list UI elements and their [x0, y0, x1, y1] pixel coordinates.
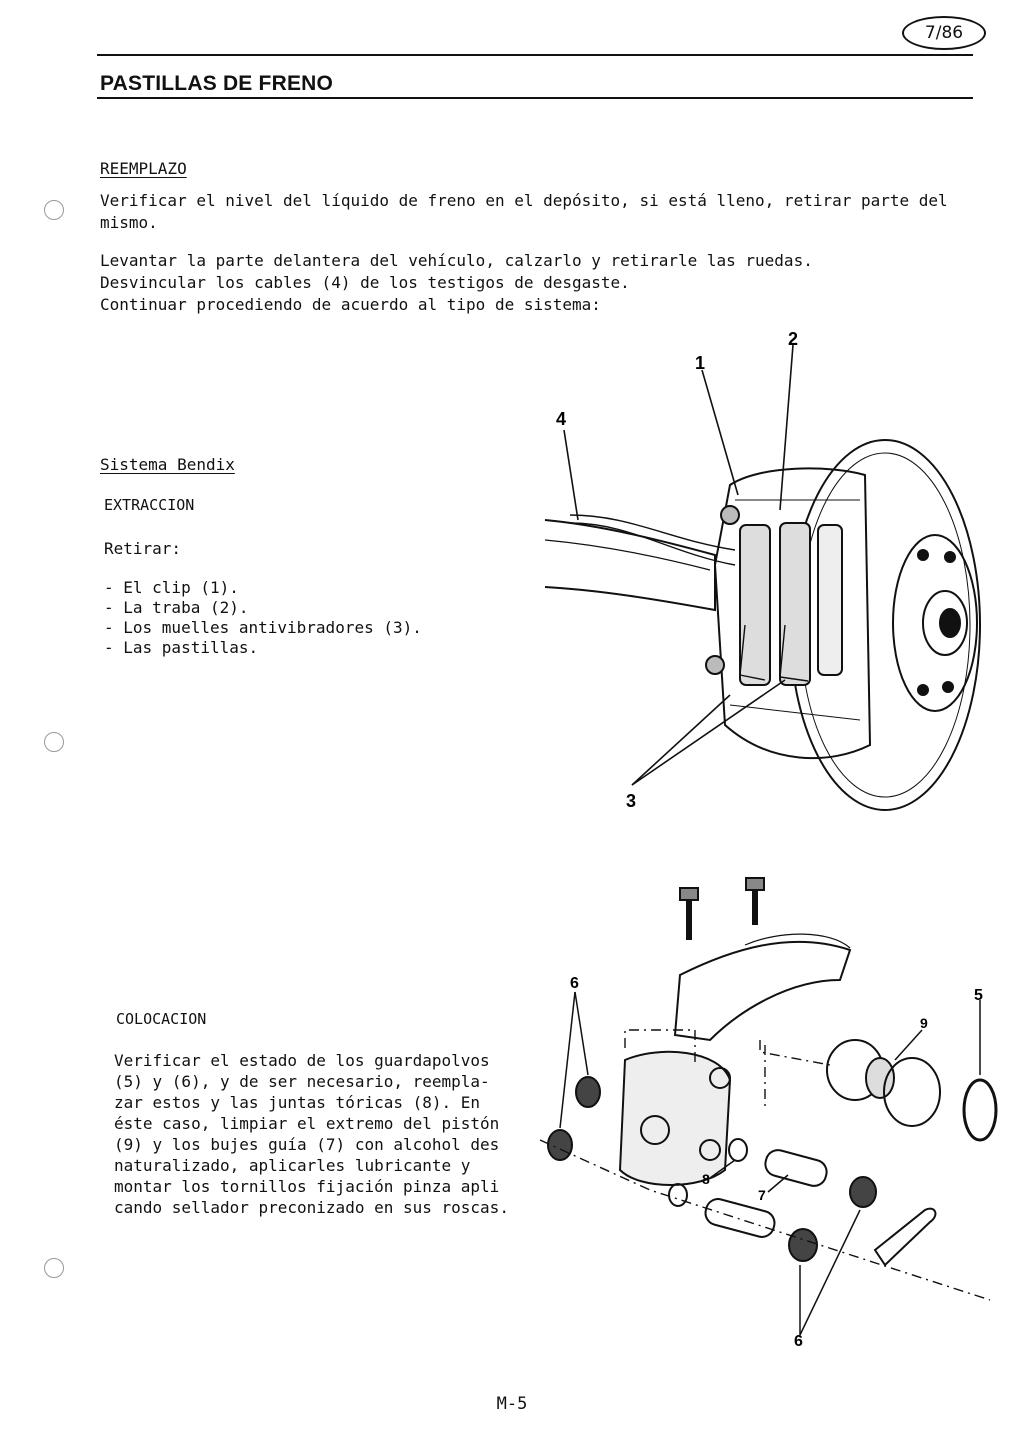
reemplazo-line-lift: Levantar la parte delantera del vehículo, calzarlo y retirarle las ruedas. — [100, 251, 813, 270]
colocacion-line: éste caso, limpiar el extremo del pistón — [114, 1114, 500, 1133]
punch-hole-mark — [44, 200, 64, 220]
header-top-rule — [97, 54, 973, 56]
reemplazo-line-continue: Continuar procediendo de acuerdo al tipo de sistema: — [100, 295, 601, 314]
page-code: M-5 — [496, 1394, 528, 1414]
bendix-caliper-figure — [540, 325, 990, 825]
colocacion-paragraph — [114, 1050, 509, 1218]
list-item: - El clip (1). — [104, 578, 239, 597]
section-heading-bendix: Sistema Bendix — [100, 455, 235, 474]
page-title: PASTILLAS DE FRENO — [100, 72, 334, 95]
list-item: - Los muelles antivibradores (3). — [104, 618, 422, 637]
list-item: - Las pastillas. — [104, 638, 259, 657]
exploded-caliper-figure — [530, 870, 1000, 1350]
subheading-colocacion: COLOCACION — [116, 1010, 207, 1028]
header-bottom-rule — [97, 97, 973, 99]
callout-6-bottom: 6 — [794, 1333, 803, 1350]
reemplazo-line-cables: Desvincular los cables (4) de los testigos de desgaste. — [100, 273, 630, 292]
colocacion-line: montar los tornillos fijación pinza apli — [114, 1177, 500, 1196]
callout-1: 1 — [695, 353, 706, 373]
colocacion-line: (9) y los bujes guía (7) con alcohol des — [114, 1135, 500, 1154]
callout-9: 9 — [920, 1015, 928, 1031]
colocacion-line: zar estos y las juntas tóricas (8). En — [114, 1093, 481, 1112]
callout-4: 4 — [556, 409, 567, 429]
list-item: - La traba (2). — [104, 598, 249, 617]
callout-5: 5 — [974, 987, 983, 1004]
colocacion-line: naturalizado, aplicarles lubricante y — [114, 1156, 471, 1175]
extraccion-list — [104, 578, 422, 658]
colocacion-line: (5) y (6), y de ser necesario, reempla- — [114, 1072, 490, 1091]
callout-2: 2 — [788, 329, 799, 349]
page-number-badge: 7/86 — [902, 16, 986, 50]
callout-3: 3 — [626, 791, 637, 811]
subheading-extraccion: EXTRACCION — [104, 496, 195, 514]
section-heading-reemplazo: REEMPLAZO — [100, 159, 187, 178]
callout-8: 8 — [702, 1171, 710, 1187]
colocacion-line: cando sellador preconizado en sus roscas. — [114, 1198, 509, 1217]
reemplazo-paragraph-1: Verificar el nivel del líquido de freno en el depósito, si está lleno, retirar parte del mismo. — [100, 191, 948, 232]
callout-7: 7 — [758, 1187, 766, 1203]
punch-hole-mark — [44, 732, 64, 752]
callout-6-top: 6 — [570, 975, 579, 992]
extraccion-intro: Retirar: — [104, 539, 182, 558]
colocacion-line: Verificar el estado de los guardapolvos — [114, 1051, 490, 1070]
punch-hole-mark — [44, 1258, 64, 1278]
